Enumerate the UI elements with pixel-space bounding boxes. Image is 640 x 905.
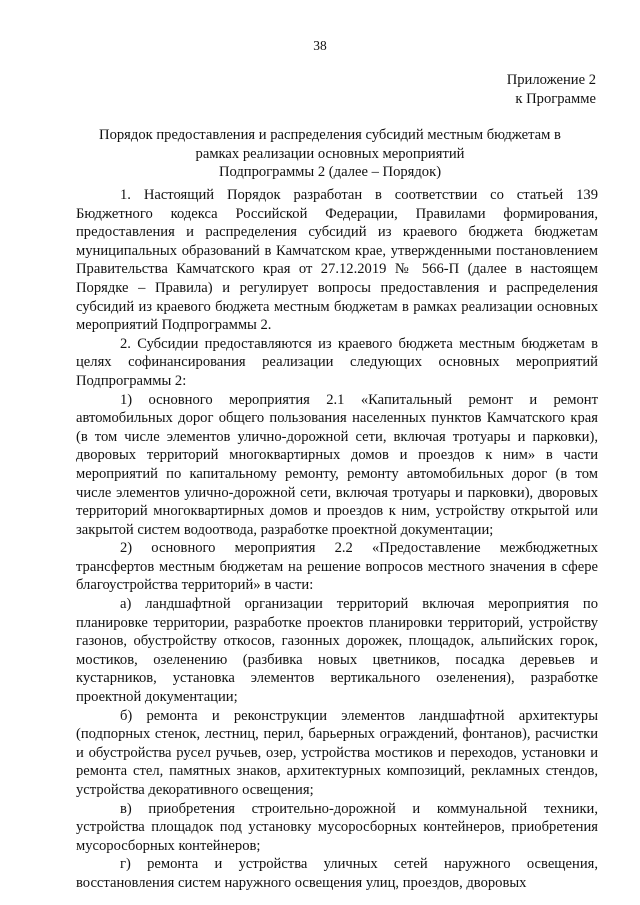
appendix-note	[507, 71, 596, 109]
paragraph: 2. Субсидии предоставляются из краевого бюджета местным бюджетам в целях софинансирования реализации следующих основных мероприятий Подпрограммы 2:	[76, 335, 598, 389]
title-line-3: Подпрограммы 2 (далее – Порядок)	[218, 164, 442, 180]
paragraph: 1) основного мероприятия 2.1 «Капитальный ремонт и ремонт автомобильных дорог общего пользования населенных пунктов Камчатского края (в том числе элементов улично-дорожной сети, включая тротуары и парковки), дворовых территорий многоквартирных домов и проездов к ним» в части мероприятий по капитальному ремонту, ремонту автомобильных дорог (в том числе элементов улично-дорожной сети, включая тротуары и парковки), дворовых территорий многоквартирных домов и проездов к ним, устройству открытой или закрытой систем водоотвода, разработке проектной документации;	[76, 391, 598, 538]
paragraph: г) ремонта и устройства уличных сетей наружного освещения, восстановления систем наружного освещения улиц, проездов, дворовых	[76, 856, 598, 891]
document-title	[60, 126, 600, 182]
document-body	[76, 186, 598, 893]
title-line-2: рамках реализации основных мероприятий	[195, 145, 465, 162]
paragraph: в) приобретения строительно-дорожной и коммунальной техники, устройства площадок под установку мусоросборных контейнеров, приобретения мусоросборных контейнеров;	[76, 800, 598, 854]
appendix-line-2: к Программе	[515, 91, 596, 107]
title-line-1: Порядок предоставления и распределения субсидий местным бюджетам в	[99, 127, 561, 143]
appendix-line-1: Приложение 2	[506, 72, 596, 88]
page-number: 38	[313, 38, 327, 53]
paragraph: 2) основного мероприятия 2.2 «Предоставление межбюджетных трансфертов местным бюджетам на решение вопросов местного значения в сфере благоустройства территорий» в части:	[76, 540, 598, 594]
paragraph: б) ремонта и реконструкции элементов ландшафтной архитектуры (подпорных стенок, лестниц, перил, барьерных ограждений, фонтанов), расчистки и обустройства русел ручьев, озер, устройства мостиков и переходов, установки и ремонта стел, памятных знаков, архитектурных композиций, рекламных стендов, устройства декоративного освещения;	[76, 707, 598, 798]
paragraph: 1. Настоящий Порядок разработан в соответствии со статьей 139 Бюджетного кодекса Российской Федерации, Правилами формирования, предоставления и распределения субсидий из краевого бюджета бюджетам муниципальных образований в Камчатском крае, утвержденными постановлением Правительства Камчатского края от 27.12.2019 № 566-П (далее в настоящем Порядке – Правила) и регулирует вопросы предоставления и распределения субсидий из краевого бюджета местным бюджетам в рамках реализации основных мероприятий Подпрограммы 2.	[76, 187, 598, 334]
paragraph: а) ландшафтной организации территорий включая мероприятия по планировке территории, разработке проектов планировки территорий, устройству газонов, обустройству откосов, газонных дорожек, площадок, альпийских горок, мостиков, озеленению (разбивка новых цветников, посадка деревьев и кустарников, установка элементов вертикального озеленения), разработке проектной документации;	[76, 596, 598, 706]
